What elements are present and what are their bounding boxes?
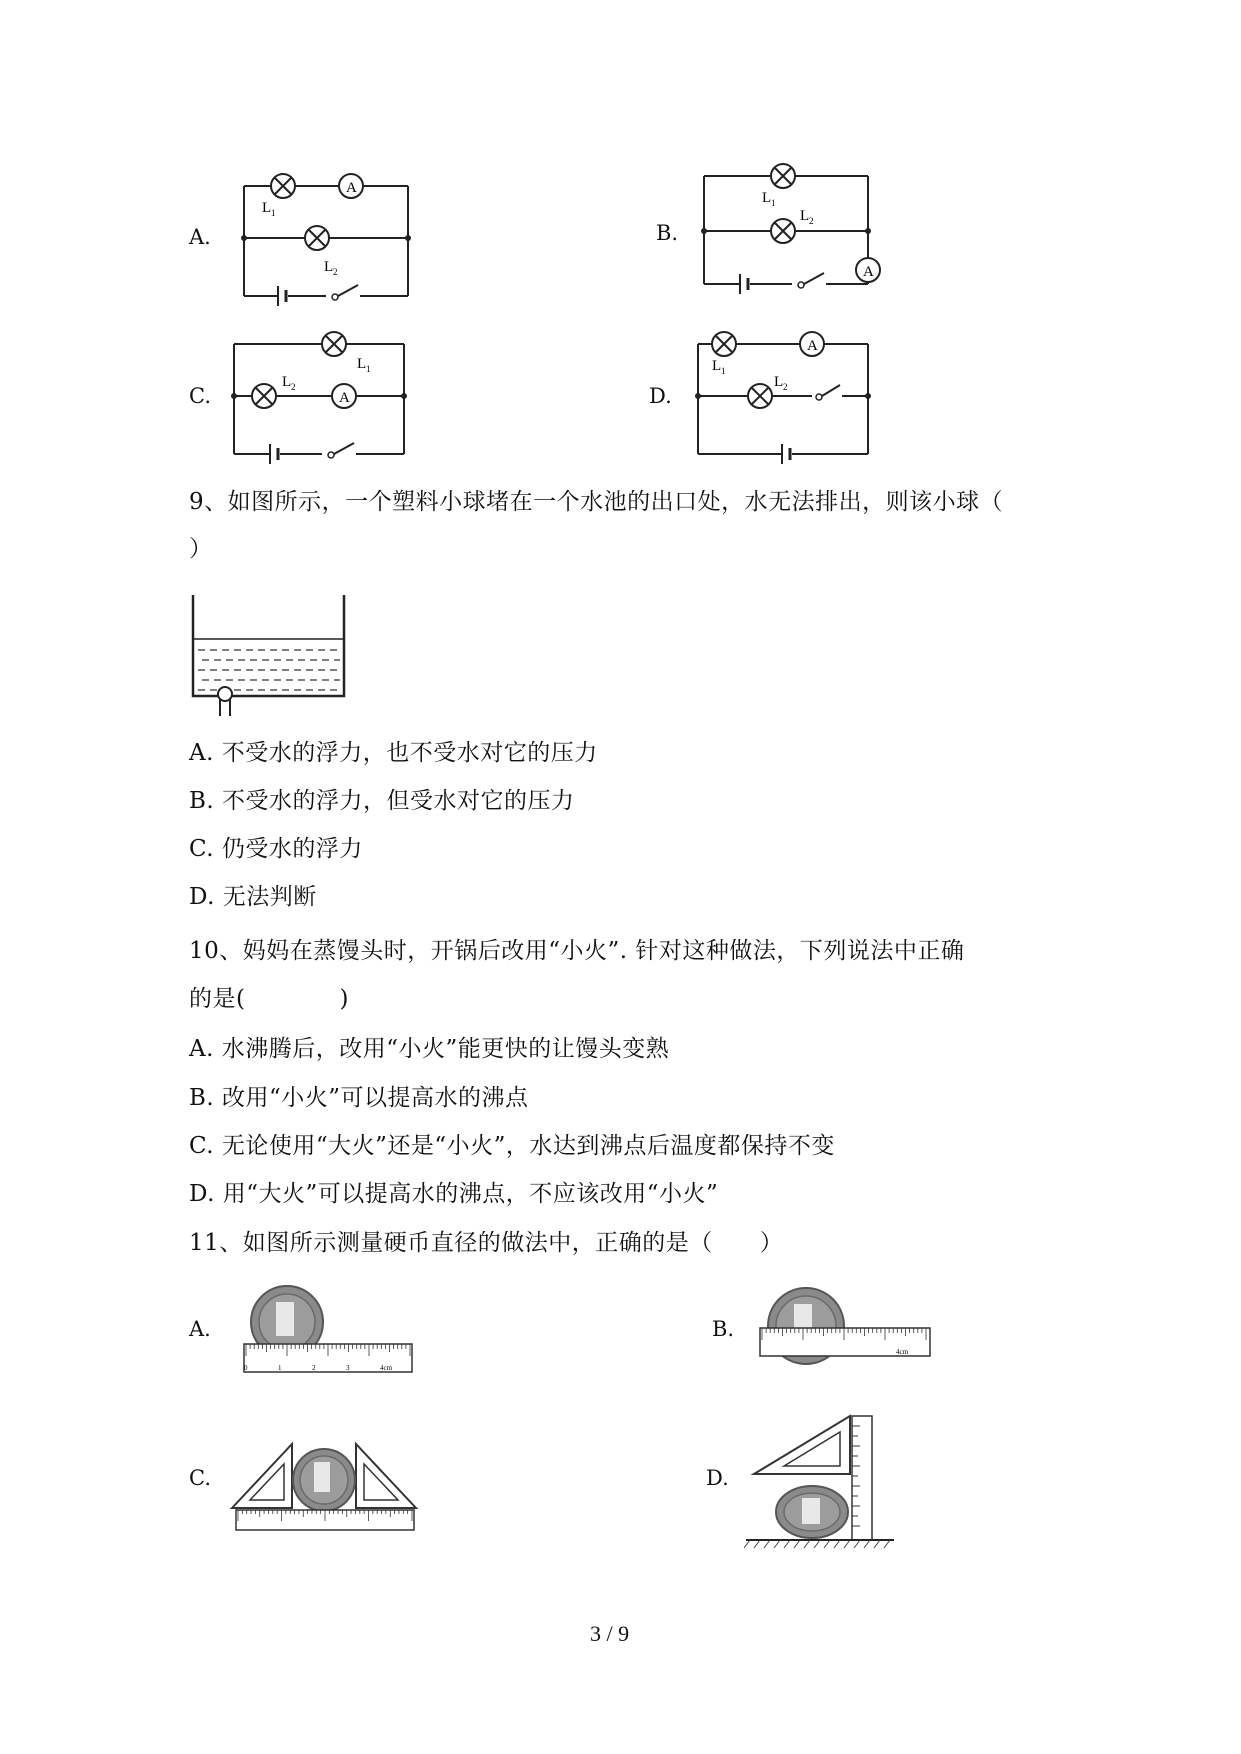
svg-text:L: L bbox=[800, 208, 810, 224]
q9-option-c: C. 仍受水的浮力 bbox=[189, 836, 363, 862]
q9-stem-line1: 9、如图所示，一个塑料小球堵在一个水池的出口处，水无法排出，则该小球（ bbox=[189, 489, 1004, 515]
svg-text:2: 2 bbox=[291, 382, 296, 392]
q11-option-b-label: B. bbox=[712, 1317, 735, 1341]
svg-text:L: L bbox=[282, 374, 292, 390]
q11-option-a-label: A. bbox=[189, 1317, 211, 1341]
q9-stem-line2: ） bbox=[189, 536, 213, 562]
svg-text:2: 2 bbox=[783, 382, 788, 392]
svg-text:L: L bbox=[774, 374, 784, 390]
q11-figure-d bbox=[744, 1412, 904, 1552]
q9-option-d: D. 无法判断 bbox=[189, 884, 317, 910]
q9-option-b: B. 不受水的浮力，但受水对它的压力 bbox=[189, 788, 575, 814]
svg-text:A: A bbox=[807, 338, 818, 354]
svg-text:1: 1 bbox=[721, 366, 726, 376]
q10-option-d: D. 用“大火”可以提高水的沸点，不应该改用“小火” bbox=[189, 1181, 719, 1207]
svg-text:A: A bbox=[339, 390, 350, 406]
svg-text:4cm: 4cm bbox=[380, 1364, 393, 1372]
svg-text:A: A bbox=[863, 264, 874, 280]
svg-text:3: 3 bbox=[346, 1364, 350, 1372]
plastic-ball bbox=[218, 687, 232, 701]
svg-text:L: L bbox=[712, 358, 722, 374]
q9-water-tank-figure bbox=[190, 592, 360, 720]
svg-text:L: L bbox=[357, 356, 367, 372]
lamp2-sub: 2 bbox=[333, 267, 338, 277]
q11-figure-b bbox=[756, 1284, 936, 1380]
q10-stem-line1: 10、妈妈在蒸馒头时，开锅后改用“小火”. 针对这种做法，下列说法中正确 bbox=[189, 938, 965, 964]
q8-circuit-a bbox=[238, 168, 418, 308]
q9-option-a: A. 不受水的浮力，也不受水对它的压力 bbox=[189, 740, 598, 766]
svg-text:4cm: 4cm bbox=[896, 1348, 909, 1356]
q10-option-a: A. 水沸腾后，改用“小火”能更快的让馒头变熟 bbox=[189, 1036, 670, 1062]
q8-circuit-b bbox=[696, 158, 896, 308]
svg-text:2: 2 bbox=[809, 216, 814, 226]
q11-figure-a bbox=[240, 1284, 420, 1380]
q8-option-d-label: D. bbox=[649, 384, 672, 408]
page-number: 3 / 9 bbox=[590, 1621, 630, 1646]
svg-text:1: 1 bbox=[771, 198, 776, 208]
q8-option-a-label: A. bbox=[189, 225, 211, 249]
q11-option-c-label: C. bbox=[189, 1466, 211, 1490]
svg-text:0: 0 bbox=[244, 1364, 248, 1372]
q8-circuit-c bbox=[226, 326, 416, 466]
lamp1-label: L bbox=[262, 200, 272, 216]
q11-option-d-label: D. bbox=[706, 1466, 729, 1490]
lamp2-label: L bbox=[324, 259, 334, 275]
svg-text:1: 1 bbox=[278, 1364, 282, 1372]
svg-text:L: L bbox=[762, 190, 772, 206]
q11-stem: 11、如图所示测量硬币直径的做法中，正确的是（ ） bbox=[189, 1230, 784, 1256]
ammeter-label: A bbox=[346, 180, 357, 196]
q10-option-b: B. 改用“小火”可以提高水的沸点 bbox=[189, 1085, 529, 1111]
q10-option-c: C. 无论使用“大火”还是“小火”，水达到沸点后温度都保持不变 bbox=[189, 1133, 835, 1159]
q8-option-c-label: C. bbox=[189, 384, 211, 408]
q11-figure-c bbox=[226, 1428, 426, 1538]
lamp1-sub: 1 bbox=[271, 208, 276, 218]
q8-option-b-label: B. bbox=[656, 221, 679, 245]
q8-circuit-d bbox=[690, 326, 890, 466]
svg-text:1: 1 bbox=[366, 364, 371, 374]
q10-stem-line2: 的是( ) bbox=[189, 986, 349, 1012]
svg-text:2: 2 bbox=[312, 1364, 316, 1372]
